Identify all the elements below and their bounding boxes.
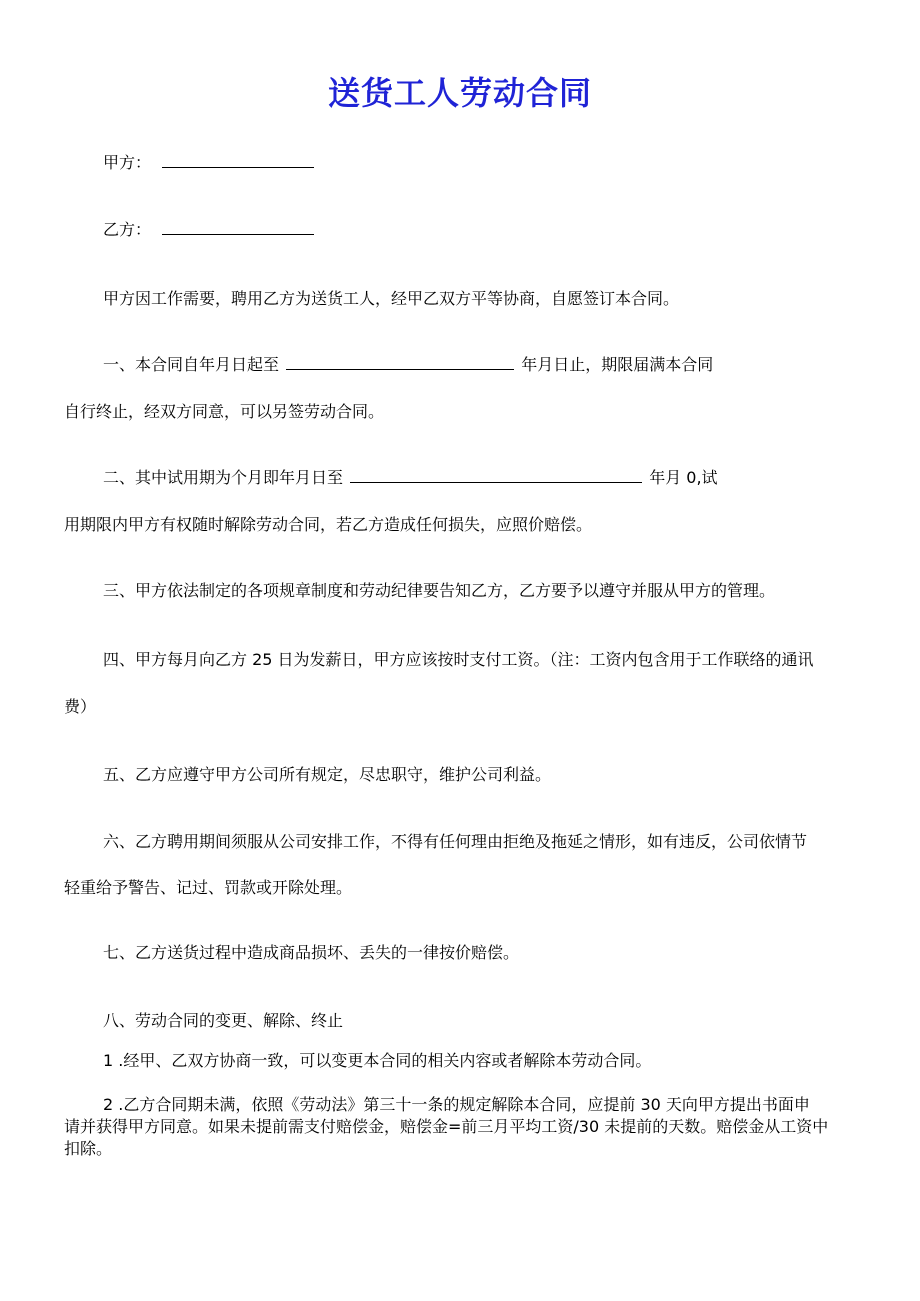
clause-2-part2: 年月 0,试 — [649, 468, 718, 487]
party-b-label: 乙方： — [103, 220, 152, 239]
clause-8-heading: 八、劳动合同的变更、解除、终止 — [103, 1011, 344, 1030]
clause-2-part1: 二、其中试用期为个月即年月日至 — [103, 468, 344, 487]
clause-8-item-2-line1: 2 .乙方合同期未满，依照《劳动法》第三十一条的规定解除本合同，应提前 30 天向甲方提出书面申 — [103, 1095, 810, 1114]
intro-paragraph: 甲方因工作需要，聘用乙方为送货工人，经甲乙双方平等协商，自愿签订本合同。 — [103, 289, 680, 308]
clause-2-continuation: 用期限内甲方有权随时解除劳动合同，若乙方造成任何损失，应照价赔偿。 — [64, 515, 593, 534]
party-b-blank — [162, 220, 314, 235]
clause-4-line2: 费） — [64, 697, 97, 716]
page-title: 送货工人劳动合同 — [327, 74, 592, 112]
clause-1-part1: 一、本合同自年月日起至 — [103, 355, 280, 374]
clause-6-line1: 六、乙方聘用期间须服从公司安排工作，不得有任何理由拒绝及拖延之情形，如有违反，公司依情节 — [103, 832, 808, 851]
clause-6-line2: 轻重给予警告、记过、罚款或开除处理。 — [64, 878, 353, 897]
party-a-blank — [162, 153, 314, 168]
clause-1-line — [103, 354, 713, 376]
clause-2-line — [103, 467, 718, 489]
clause-7: 七、乙方送货过程中造成商品损坏、丢失的一律按价赔偿。 — [103, 943, 520, 962]
clause-8-item-2-line2: 请并获得甲方同意。如果未提前需支付赔偿金，赔偿金=前三月平均工资/30 未提前的天数。赔偿金从工资中 — [64, 1117, 829, 1136]
clause-2-blank — [350, 468, 642, 483]
clause-3: 三、甲方依法制定的各项规章制度和劳动纪律要告知乙方，乙方要予以遵守并服从甲方的管理。 — [103, 581, 776, 600]
party-b-line — [103, 219, 314, 241]
party-a-line — [103, 152, 314, 174]
party-a-label: 甲方： — [103, 153, 152, 172]
clause-4-line1: 四、甲方每月向乙方 25 日为发薪日，甲方应该按时支付工资。（注：工资内包含用于工作联络的通讯 — [103, 650, 814, 669]
clause-5: 五、乙方应遵守甲方公司所有规定，尽忠职守，维护公司利益。 — [103, 765, 552, 784]
clause-8-item-2-line3: 扣除。 — [64, 1139, 113, 1158]
clause-1-blank — [286, 355, 514, 370]
clause-8-item-1: 1 .经甲、乙双方协商一致，可以变更本合同的相关内容或者解除本劳动合同。 — [103, 1051, 652, 1070]
clause-1-part2: 年月日止，期限届满本合同 — [521, 355, 714, 374]
clause-1-continuation: 自行终止，经双方同意，可以另签劳动合同。 — [64, 402, 385, 421]
